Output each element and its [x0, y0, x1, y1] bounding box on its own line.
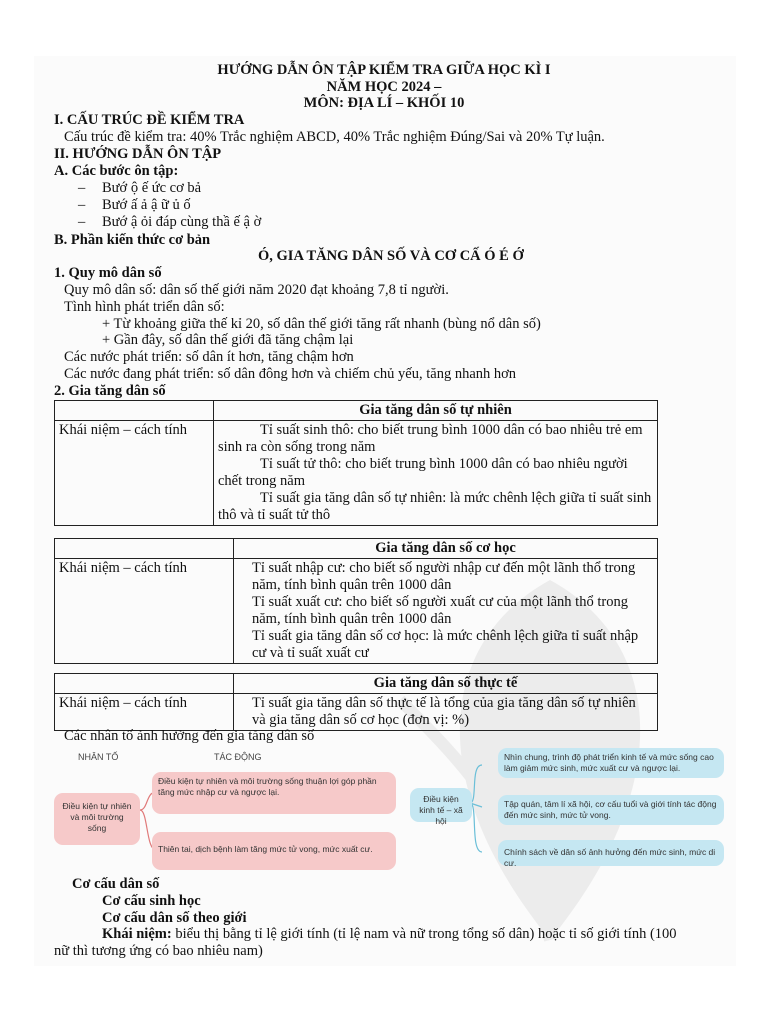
- mechanical-growth-header: Gia tăng dân số cơ học: [234, 539, 658, 559]
- concept-label: Khái niệm:: [102, 926, 172, 942]
- definition-item: Tỉ suất nhập cư: cho biết số người nhập cư đến một lãnh thổ trong năm, tính bình quân trên 1000 dân: [252, 560, 636, 593]
- definition-item: Tỉ suất tử thô: cho biết trung bình 1000 dân có bao nhiêu người chết trong năm: [218, 456, 628, 489]
- structure-title: Cơ cấu dân số: [72, 876, 160, 892]
- knowledge-title: B. Phần kiến thức cơ bản: [54, 232, 211, 248]
- definition-item: Tỉ suất sinh thô: cho biết trung bình 1000 dân có bao nhiêu trẻ em sinh ra còn sống trong năm: [218, 422, 643, 455]
- scale-line: Các nước phát triển: số dân ít hơn, tăng chậm hơn: [64, 349, 354, 365]
- scale-line: Tình hình phát triển dân số:: [64, 299, 225, 315]
- definition-item: Tỉ suất gia tăng dân số thực tế là tổng của gia tăng dân số tự nhiên và gia tăng dân số cơ học (đơn vị: %): [252, 695, 636, 728]
- steps-title: A. Các bước ôn tập:: [54, 163, 179, 179]
- doc-title-line1: HƯỚNG DẪN ÔN TẬP KIỂM TRA GIỮA HỌC KÌ I: [217, 62, 551, 78]
- section1-title: I. CẤU TRÚC ĐỀ KIỂM TRA: [54, 112, 245, 128]
- structure-concept: [102, 926, 677, 943]
- definition-item: Tỉ suất gia tăng dân số tự nhiên: là mức chênh lệch giữa tỉ suất sinh thô và tỉ suất tử thô: [218, 490, 652, 523]
- effect-box: Tập quán, tâm lí xã hội, cơ cấu tuổi và giới tính tác động đến mức sinh, mức tử vong.: [498, 795, 724, 825]
- natural-growth-header: Gia tăng dân số tự nhiên: [214, 401, 658, 421]
- doc-title-line3: MÔN: ĐỊA LÍ – KHỐI 10: [303, 95, 465, 111]
- scale-title: 1. Quy mô dân số: [54, 265, 162, 281]
- socioeconomic-factor: Điều kiện kinh tế – xã hội: [410, 788, 472, 822]
- lesson-title: Ó, GIA TĂNG DÂN SỐ VÀ CƠ CẤ Ó É Ớ: [258, 248, 524, 264]
- step-bullet-icon: –: [78, 214, 86, 230]
- structure-concept-cont: nữ thì tương ứng có bao nhiêu nam): [54, 943, 263, 959]
- natural-environment-factor: Điều kiện tự nhiên và môi trường sống: [54, 793, 140, 845]
- structure-sub2: Cơ cấu dân số theo giới: [102, 910, 247, 926]
- actual-growth-header: Gia tăng dân số thực tế: [234, 674, 658, 694]
- growth-title: 2. Gia tăng dân số: [54, 383, 166, 399]
- structure-sub1: Cơ cấu sinh học: [102, 893, 201, 909]
- diagram-col-factor: NHÂN TỐ: [78, 752, 119, 762]
- scale-line: + Gần đây, số dân thế giới đã tăng chậm lại: [102, 332, 354, 348]
- factors-title: Các nhân tố ảnh hưởng đến gia tăng dân số: [64, 728, 315, 744]
- scale-line: + Từ khoảng giữa thế kỉ 20, số dân thế giới tăng rất nhanh (bùng nổ dân số): [102, 316, 541, 332]
- definition-item: Tỉ suất gia tăng dân số cơ học: là mức chênh lệch giữa tỉ suất nhập cư và tỉ suất xuất cư: [252, 628, 639, 661]
- step-bullet-icon: –: [78, 180, 86, 196]
- step-item: Bướ ấ ả ậ ữ ủ ố: [102, 197, 191, 213]
- step-item: Bướ ộ ế ức cơ bả: [102, 180, 202, 196]
- effect-box: Thiên tai, dịch bệnh làm tăng mức tử vong, mức xuất cư.: [152, 832, 396, 870]
- step-item: Bướ ậ ỏi đáp cùng thầ ế ậ ờ: [102, 214, 262, 230]
- diagram-col-effect: TÁC ĐỘNG: [214, 752, 262, 762]
- step-bullet-icon: –: [78, 197, 86, 213]
- effect-box: Chính sách về dân số ảnh hưởng đến mức sinh, mức di cư.: [498, 840, 724, 866]
- effect-box: Điều kiện tự nhiên và môi trường sống thuận lợi góp phần tăng mức nhập cư và ngược lại.: [152, 772, 396, 814]
- row-label: Khái niệm – cách tính: [55, 694, 234, 731]
- concept-text: biểu thị bằng tỉ lệ giới tính (tỉ lệ nam và nữ trong tổng số dân) hoặc tỉ số giới tính (100: [171, 926, 677, 942]
- scale-line: Quy mô dân số: dân số thế giới năm 2020 đạt khoảng 7,8 tỉ người.: [64, 282, 449, 298]
- scale-line: Các nước đang phát triển: số dân đông hơn và chiếm chủ yếu, tăng nhanh hơn: [64, 366, 517, 382]
- effect-box: Nhìn chung, trình độ phát triển kinh tế và mức sống cao làm giảm mức sinh, mức xuất cư và ngược lại.: [498, 748, 724, 778]
- section2-title: II. HƯỚNG DẪN ÔN TẬP: [54, 146, 222, 162]
- section1-text: Cấu trúc đề kiểm tra: 40% Trắc nghiệm ABCD, 40% Trắc nghiệm Đúng/Sai và 20% Tự luận.: [64, 129, 605, 145]
- row-label: Khái niệm – cách tính: [55, 559, 234, 664]
- definition-item: Tỉ suất xuất cư: cho biết số người xuất cư của một lãnh thổ trong năm, tính bình quân trên 1000 dân: [252, 594, 628, 627]
- row-label: Khái niệm – cách tính: [55, 421, 214, 526]
- doc-title-line2: NĂM HỌC 2024 –: [326, 79, 442, 95]
